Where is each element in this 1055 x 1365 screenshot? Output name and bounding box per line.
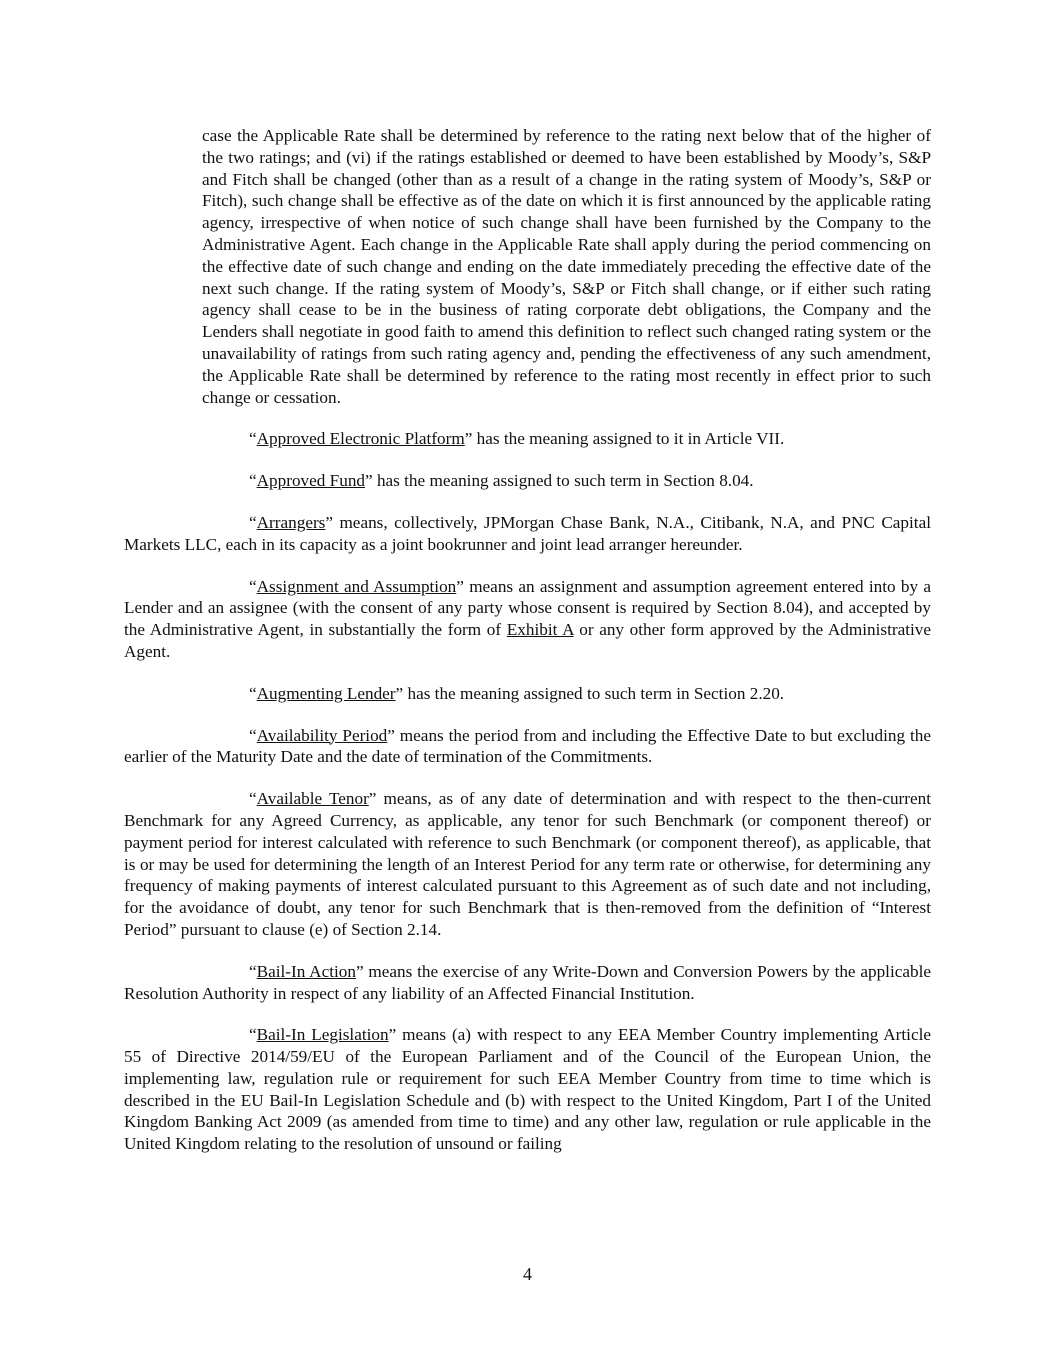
definition-availability-period: “Availability Period” means the period from and including the Effective Date to but excluding the earlier of the Maturity Date and the date of termination of the Commitments. [124,725,931,767]
definition-assignment-and-assumption: “Assignment and Assumption” means an assignment and assumption agreement entered into by a Lender and an assignee (with the consent of any party whose consent is required by Section 8.04), and accepted by the Administrative Agent, in substantially the form of Exhibit A or any other form approved by the Administrative Agent. [124,576,931,661]
defined-term: Bail-In Action [256,961,356,981]
defined-term: Arrangers [256,512,326,532]
defined-term: Approved Fund [256,471,366,491]
definition-bail-in-legislation: “Bail-In Legislation” means (a) with respect to any EEA Member Country implementing Article 55 of Directive 2014/59/EU of the European Parliament and of the Council of the European Union, the implementing law, regulation rule or requirement for such EEA Member Country from time to time which is described in the EU Bail-In Legislation Schedule and (b) with respect to the United Kingdom, Part I of the United Kingdom Banking Act 2009 (as amended from time to time) and any other law, regulation or rule applicable in the United Kingdom relating to the resolution of unsound or failing [124,1025,931,1154]
definition-approved-fund: “Approved Fund” has the meaning assigned to such term in Section 8.04. [249,471,754,491]
continuation-paragraph: case the Applicable Rate shall be determined by reference to the rating next below that of the higher of the two ratings; and (vi) if the ratings established or deemed to have been established by Moody’s, S&P and Fitch shall be changed (other than as a result of a change in the rating system of Moody’s, S&P or Fitch), such change shall be effective as of the date on which it is first announced by the applicable rating agency, irrespective of when notice of such change shall have been furnished by the Company to the Administrative Agent. Each change in the Applicable Rate shall apply during the period commencing on the effective date of such change and ending on the date immediately preceding the effective date of the next such change. If the rating system of Moody’s, S&P or Fitch shall change, or if either such rating agency shall cease to be in the business of rating corporate debt obligations, the Company and the Lenders shall negotiate in good faith to amend this definition to reflect such changed rating system or the unavailability of ratings from such rating agency and, pending the effectiveness of any such amendment, the Applicable Rate shall be determined by reference to the rating most recently in effect prior to such change or cessation. [202,126,931,407]
page-number: 4 [523,1264,532,1284]
defined-term: Approved Electronic Platform [256,429,465,449]
document-page [124,125,931,1155]
defined-term: Augmenting Lender [256,683,396,703]
exhibit-a-reference: Exhibit A [506,620,574,640]
defined-term: Availability Period [256,725,388,745]
definition-approved-electronic-platform: “Approved Electronic Platform” has the meaning assigned to it in Article VII. [249,429,785,449]
definition-arrangers: “Arrangers” means, collectively, JPMorgan Chase Bank, N.A., Citibank, N.A, and PNC Capital Markets LLC, each in its capacity as a joint bookrunner and joint lead arranger hereunder. [124,512,931,554]
defined-term: Available Tenor [256,789,369,809]
definition-augmenting-lender: “Augmenting Lender” has the meaning assigned to such term in Section 2.20. [249,683,785,703]
definition-available-tenor: “Available Tenor” means, as of any date of determination and with respect to the then-current Benchmark for any Agreed Currency, as applicable, any tenor for such Benchmark (or component thereof) or payment period for interest calculated with reference to such Benchmark (or component thereof), as applicable, that is or may be used for determining the length of an Interest Period for any term rate or otherwise, for determining any frequency of making payments of interest calculated pursuant to this Agreement as of such date and not including, for the avoidance of doubt, any tenor for such Benchmark that is then-removed from the definition of “Interest Period” pursuant to clause (e) of Section 2.14. [124,789,931,939]
defined-term: Assignment and Assumption [256,576,457,596]
defined-term: Bail-In Legislation [256,1025,389,1045]
definition-bail-in-action: “Bail-In Action” means the exercise of any Write-Down and Conversion Powers by the applicable Resolution Authority in respect of any liability of an Affected Financial Institution. [124,961,931,1003]
